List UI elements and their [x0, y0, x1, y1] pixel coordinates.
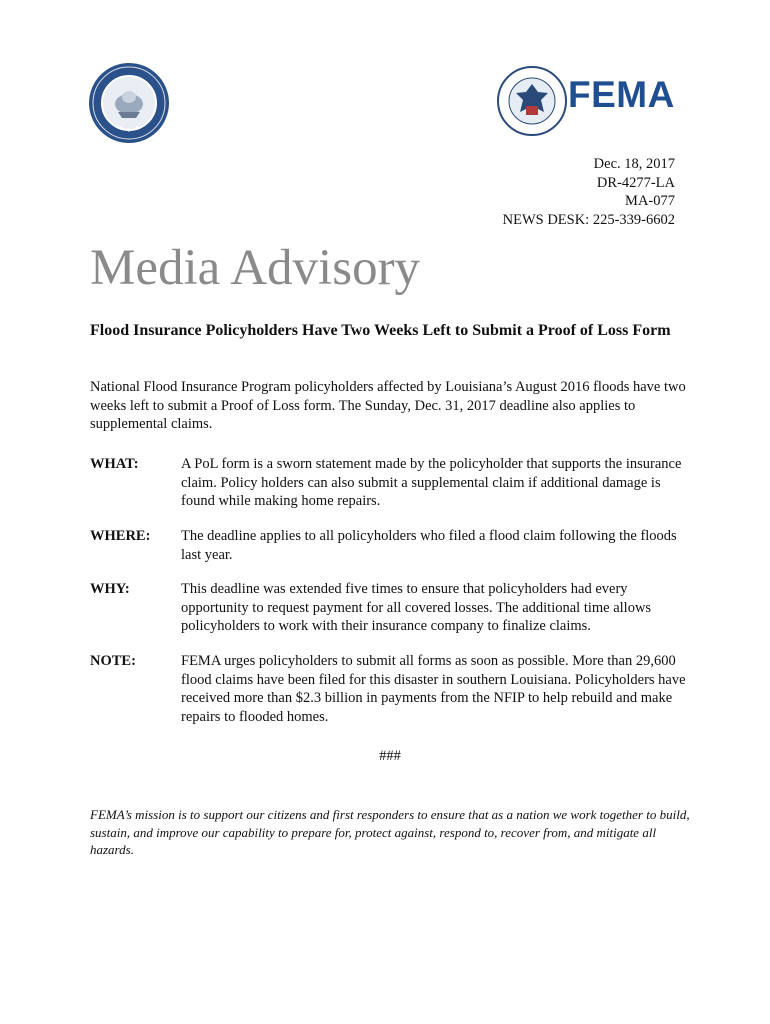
note-label: NOTE: — [90, 653, 136, 669]
what-label: WHAT: — [90, 456, 139, 472]
where-label: WHERE: — [90, 528, 151, 544]
intro-paragraph: National Flood Insurance Program policyholders affected by Louisiana’s August 2016 floods have two weeks left to submit a Proof of Loss form. The Sunday, Dec. 31, 2017 deadline also applies to supplemental claims. — [90, 379, 686, 432]
disaster-number: DR-4277-LA — [596, 174, 675, 191]
fema-wordmark: FEMA — [568, 74, 675, 115]
where-text: The deadline applies to all policyholders who filed a flood claim following the floods last year. — [181, 528, 677, 563]
what-text: A PoL form is a sworn statement made by the policyholder that supports the insurance claim. Policy holders can also submit a supplemental claim if additional damage is found while making home repairs. — [181, 456, 682, 509]
end-mark: ### — [379, 748, 401, 764]
why-text: This deadline was extended five times to ensure that policyholders had every opportunity to request payment for all covered losses. The additional time allows policyholders to work with their insurance company to finalize claims. — [181, 581, 652, 634]
news-desk-phone: NEWS DESK: 225-339-6602 — [502, 211, 675, 228]
louisiana-seal-icon — [88, 62, 170, 144]
advisory-number: MA-077 — [625, 193, 675, 209]
release-date: Dec. 18, 2017 — [593, 156, 675, 172]
dhs-seal-icon — [497, 66, 567, 136]
note-text: FEMA urges policyholders to submit all forms as soon as possible. More than 29,600 flood claims have been filed for this disaster in southern Louisiana. Policyholders have received more than $2.3 billion in payments from the NFIP to help rebuild and make repairs to flooded homes. — [181, 653, 686, 725]
mission-statement: FEMA’s mission is to support our citizens and first responders to ensure that as a nation we work together to build, sustain, and improve our capability to prepare for, protect against, respond to, recover from, and mitigate all hazards. — [90, 807, 690, 857]
page-title: Media Advisory — [90, 240, 421, 296]
headline: Flood Insurance Policyholders Have Two Weeks Left to Submit a Proof of Loss Form — [90, 322, 671, 339]
header-info — [503, 155, 675, 229]
why-label: WHY: — [90, 581, 130, 597]
